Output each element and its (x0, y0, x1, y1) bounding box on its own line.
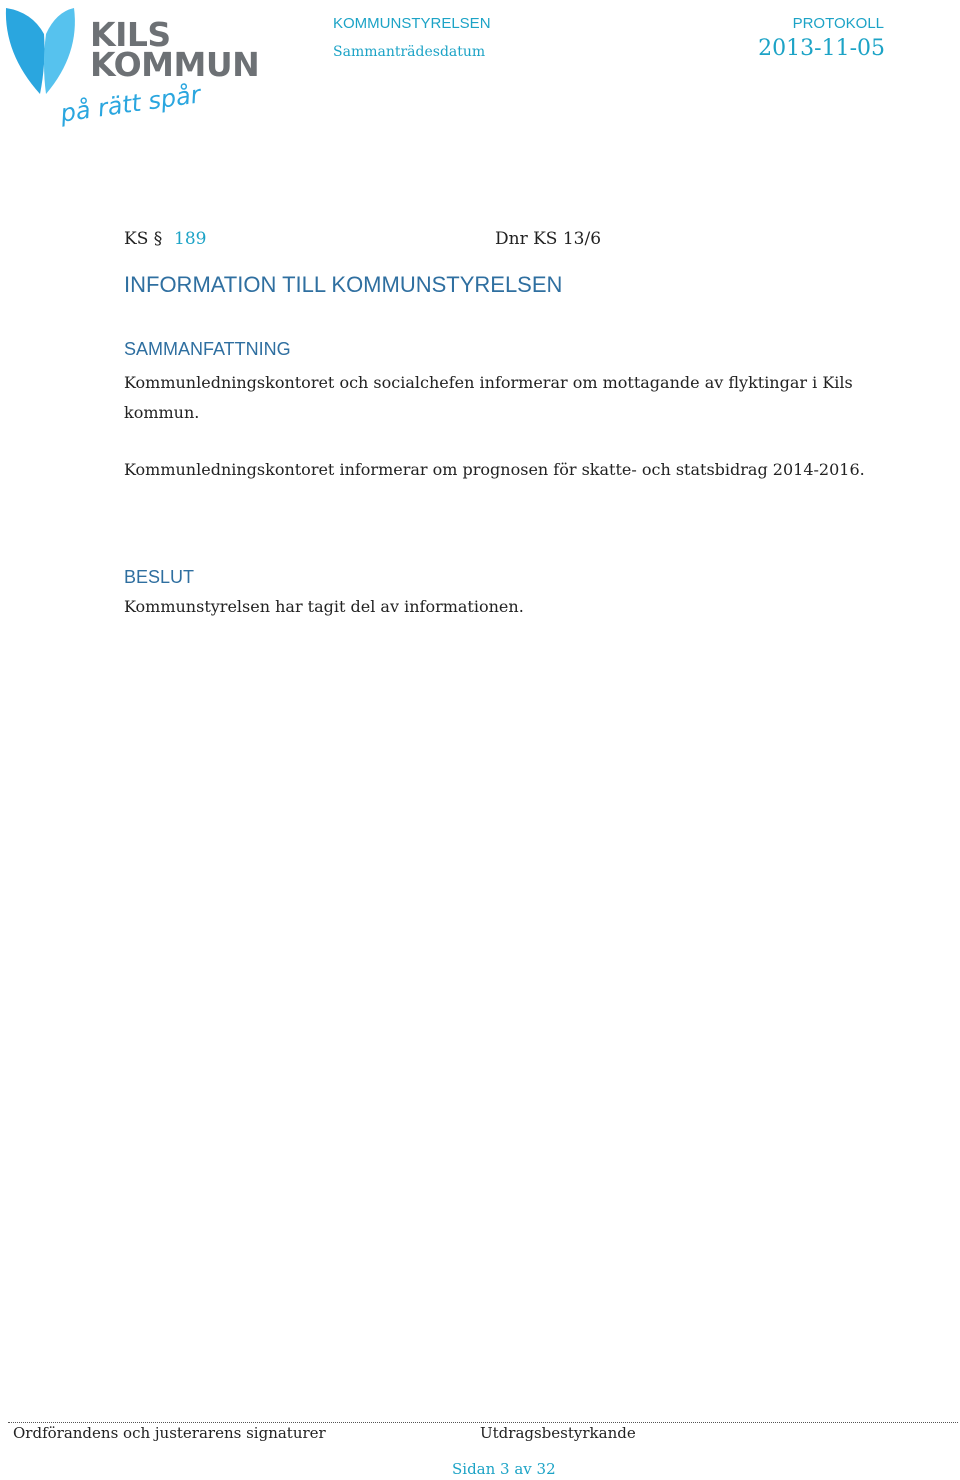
header-date-label: Sammanträdesdatum (333, 44, 486, 60)
section-sign: § (153, 229, 163, 249)
logo-wordmark (90, 15, 260, 84)
summary-text-1: Kommunledningskontoret och socialchefen informerar om mottagande av flyktingar i Kils kommun. (124, 373, 853, 422)
paragraph-ks-label: KS (124, 229, 149, 249)
paragraph-ks (124, 229, 162, 249)
decision-text: Kommunstyrelsen har tagit del av informationen. (124, 597, 524, 616)
footer-divider (8, 1422, 958, 1423)
heart-logo-icon (2, 4, 92, 99)
case-number: Dnr KS 13/6 (495, 229, 602, 249)
footer-signatures: Ordförandens och justerarens signaturer (13, 1424, 326, 1442)
header-organisation: KOMMUNSTYRELSEN (333, 15, 491, 32)
decision-heading: BESLUT (124, 567, 195, 587)
header-date: 2013-11-05 (758, 36, 885, 61)
page-title: INFORMATION TILL KOMMUNSTYRELSEN (124, 272, 563, 297)
paragraph-number: 189 (174, 229, 207, 249)
logo-tagline: på rätt spår (58, 80, 203, 128)
page-number: Sidan 3 av 32 (452, 1460, 556, 1478)
summary-text-2: Kommunledningskontoret informerar om prognosen för skatte- och statsbidrag 2014-2016. (124, 460, 865, 479)
footer-extract: Utdragsbestyrkande (480, 1424, 636, 1442)
summary-heading: SAMMANFATTNING (124, 339, 291, 359)
logo-line-2: KOMMUN (90, 45, 260, 84)
header-doc-type: PROTOKOLL (792, 15, 884, 32)
logo-line-1: KILS (90, 15, 171, 54)
kils-kommun-logo (2, 4, 260, 134)
